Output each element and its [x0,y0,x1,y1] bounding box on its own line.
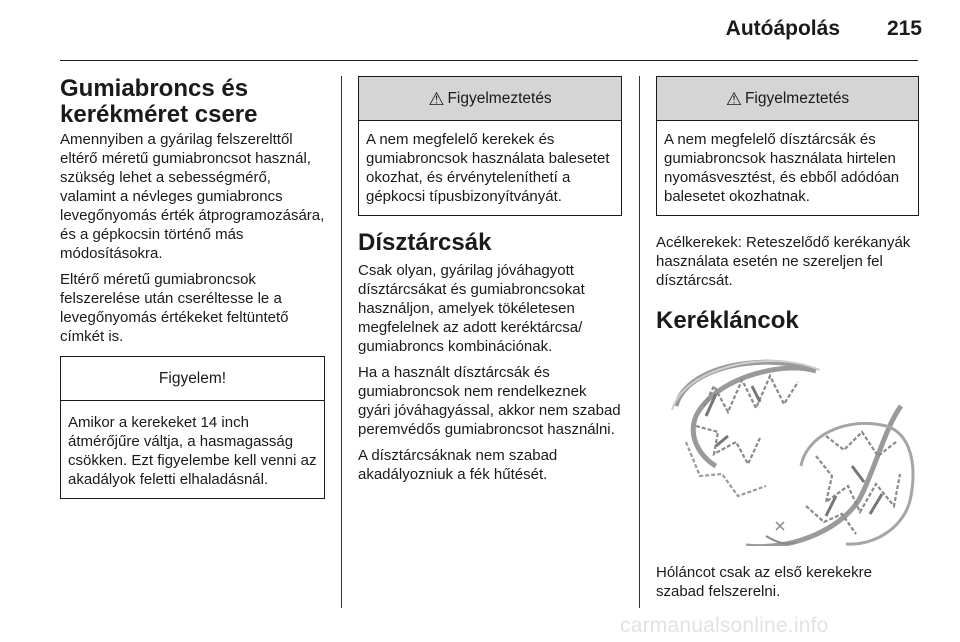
column-divider [639,76,640,608]
paragraph: Acélkerekek: Reteszelődő kerékanyák használata esetén ne szereljen fel dísztárcsát. [656,234,911,289]
paragraph: Csak olyan, gyárilag jóváhagyott dísztárcsákat és gumiabroncsokat használjon, amelyek tökéletesen megfelelnek az adott keréktárcsa/ gumiabroncs kombinációnak. [358,262,585,355]
warning-header [657,77,918,121]
snow-chain-illustration [656,346,918,546]
notice-box [60,356,325,499]
paragraph: Ha a használt dísztárcsák és gumiabroncsok nem rendelkeznek gyári jóváhagyással, akkor nem szabad peremvédős gumiabroncsot használni. [358,364,621,438]
running-header-title: Autóápolás [725,17,840,40]
section-heading-tyre-size: Gumiabroncs és kerékméret csere [60,75,258,128]
paragraph: A dísztárcsáknak nem szabad akadályozniuk a fék hűtését. [358,447,558,483]
column-1 [60,76,325,499]
warning-triangle-icon: ⚠ [725,88,742,109]
column-divider [341,76,342,608]
warning-title: Figyelmeztetés [447,89,552,107]
warning-header [359,77,621,121]
warning-box [656,76,919,216]
warning-body: A nem megfelelő dísztárcsák és gumiabroncsok használata hirtelen nyomásvesztést, és ebből adódóan balesetet okozhatnak. [664,131,900,205]
column-2 [358,76,622,491]
watermark: carmanualsonline.info [620,614,829,637]
notice-body: Amikor a kerekeket 14 inch átmérőjűre váltja, a hasmagasság csökken. Ezt figyelembe kell venni az akadályok feletti elhaladásnál. [68,414,317,488]
section-heading-snow-chains: Kerékláncok [656,307,799,334]
notice-title: Figyelem! [61,357,324,401]
paragraph: Amennyiben a gyárilag felszerelttől eltérő méretű gumiabroncsot használ, szükség lehet a sebességmérő, valamint a névleges gumiabroncs levegőnyomás érték átprogramozására, és a gépkocsin történő más módosításokra. [60,131,325,262]
paragraph: Hóláncot csak az első kerekekre szabad felszerelni. [656,564,872,600]
warning-title: Figyelmeztetés [744,89,850,107]
warning-body: A nem megfelelő kerekek és gumiabroncsok használata balesetet okozhat, és érvényteleníthetí a gépkocsi típusbizonyítványát. [366,131,610,205]
column-3 [656,76,919,608]
paragraph: Eltérő méretű gumiabroncsok felszerelése után cseréltesse le a levegőnyomás értékeket feltüntető címkét is. [60,271,289,345]
header-rule [60,60,918,61]
section-heading-wheel-covers: Dísztárcsák [358,229,492,256]
page-number: 215 [886,17,922,40]
warning-triangle-icon: ⚠ [428,88,445,109]
warning-box [358,76,622,216]
